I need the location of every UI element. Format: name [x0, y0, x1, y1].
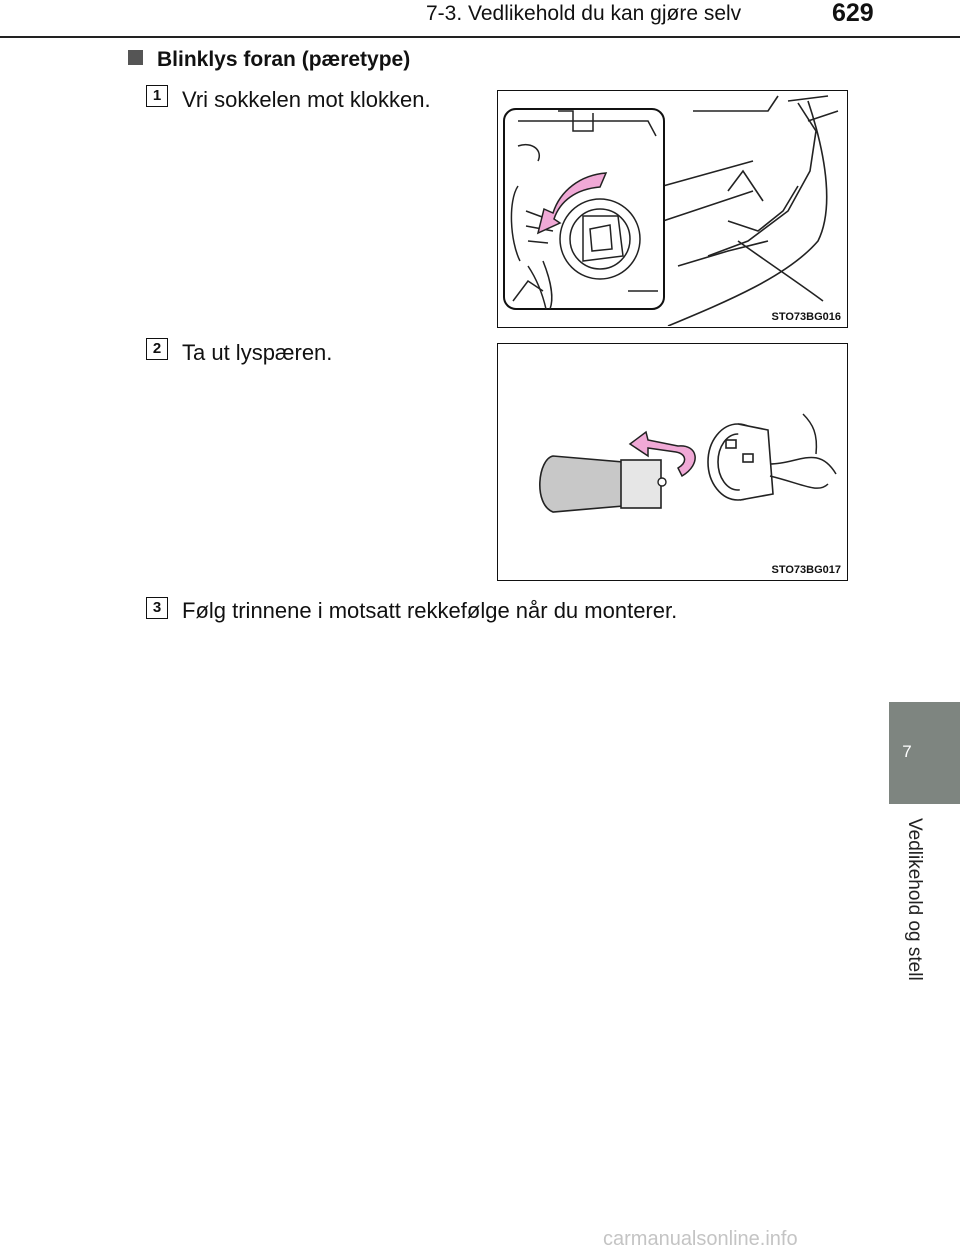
section-heading [128, 48, 410, 72]
watermark: carmanualsonline.info [603, 1228, 798, 1250]
figure-code-2: STO73BG017 [771, 564, 841, 576]
bulb-removal-illustration [498, 344, 846, 579]
figure-code-1: STO73BG016 [771, 311, 841, 323]
step-text-2: Ta ut lyspæren. [182, 340, 333, 365]
section-heading-text: Blinklys foran (pæretype) [157, 48, 411, 71]
step-text-3: Følg trinnene i motsatt rekkefølge når du monterer. [182, 598, 678, 623]
step-badge-1: 1 [146, 85, 168, 107]
figure-bulb-removal [497, 343, 848, 581]
page-number: 629 [832, 0, 874, 27]
header-rule [0, 36, 960, 38]
step-badge-2: 2 [146, 338, 168, 360]
step-badge-3: 3 [146, 597, 168, 619]
headlight-socket-illustration [498, 91, 846, 326]
chapter-title: Vedlikehold og stell [904, 818, 925, 981]
chapter-number: 7 [902, 742, 912, 761]
step-text-1: Vri sokkelen mot klokken. [182, 87, 431, 112]
figure-headlight-socket [497, 90, 848, 328]
header-title: 7-3. Vedlikehold du kan gjøre selv [426, 2, 742, 25]
square-bullet-icon [128, 50, 143, 65]
